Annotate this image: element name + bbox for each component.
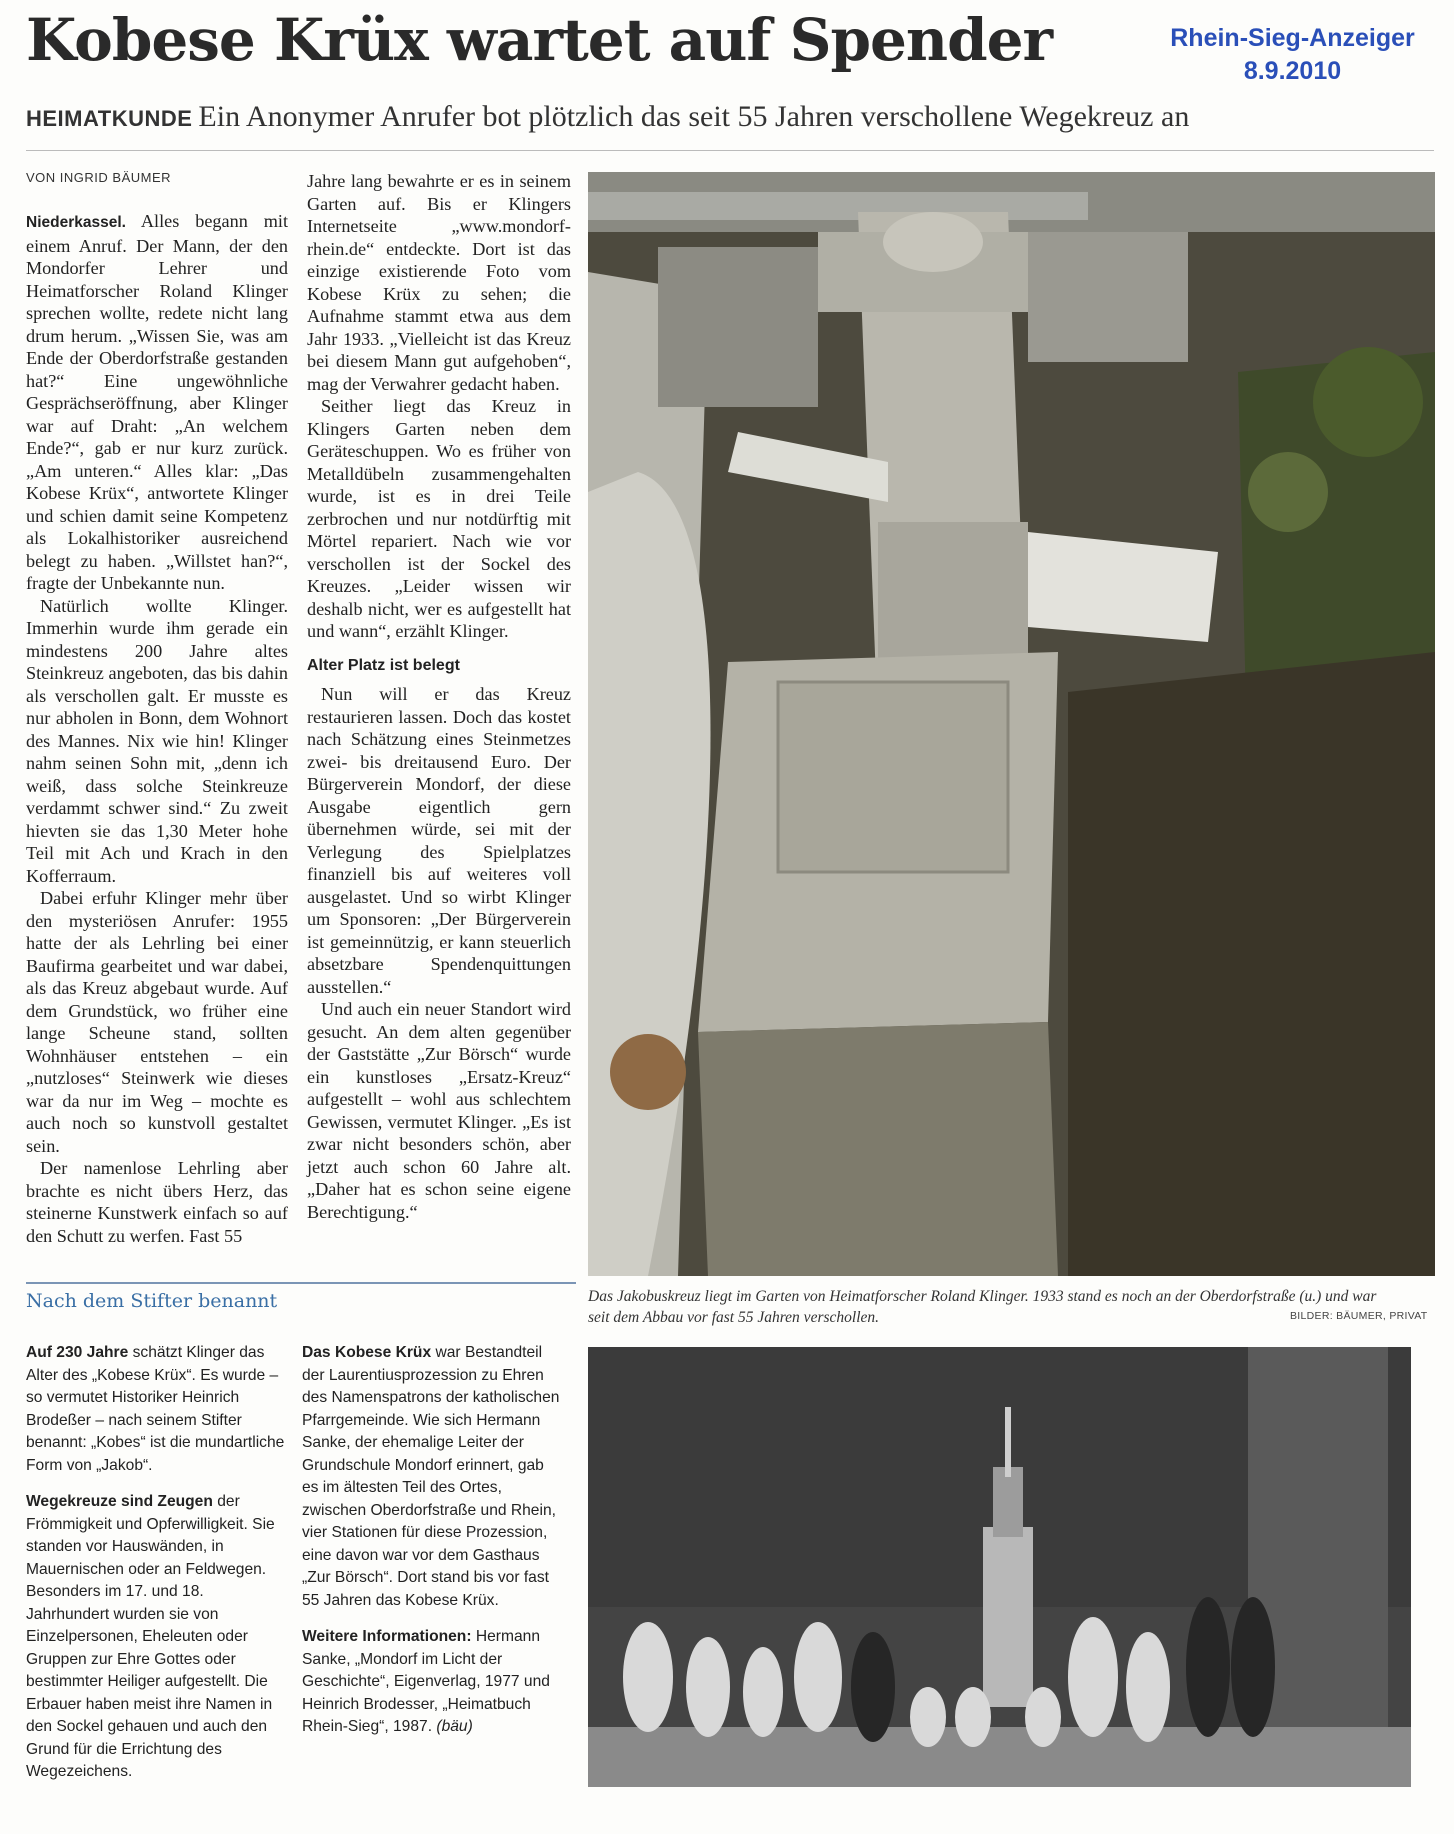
infobox-paragraph: Wegekreuze sind Zeugen der Frömmigkeit und Opferwilligkeit. Sie standen vor Hauswänden, in Mauernischen oder an Feldwegen. Besonders im 17. und 18. Jahrhundert wurden sie von Einzelpersonen, Eheleuten oder Gruppen zur Ehre Gottes oder bestimmter Heiliger aufgestellt. Die Erbauer haben meist ihre Namen in den Sockel gehauen und auch den Grund für die Errichtung des Wegezeichens. [26, 1493, 275, 1780]
author-initials: (bäu) [436, 1718, 473, 1735]
infobox-paragraph: Auf 230 Jahre schätzt Klinger das Alter des „Kobese Krüx“. Es wurde – so vermutet Historiker Heinrich Brodeßer – nach seinem Stifter benannt: „Kobes“ ist die mundartliche Form von „Jakob“. [26, 1344, 285, 1474]
article-column-2 [307, 170, 571, 1223]
article-subheading: Alter Platz ist belegt [307, 656, 460, 674]
article-column-1 [26, 210, 288, 1247]
subheadline [26, 100, 1189, 134]
source-label [1150, 22, 1435, 88]
article-paragraph: Der namenlose Lehrling aber brachte es nicht übers Herz, das steinerne Kunstwerk einfach so auf den Schutt zu werfen. Fast 55 [26, 1158, 288, 1246]
photo-credit: BILDER: BÄUMER, PRIVAT [1290, 1310, 1428, 1322]
article-paragraph: Nun will er das Kreuz restaurieren lassen. Doch das kostet nach Schätzung eines Steinmetzes zwei- bis dreitausend Euro. Der Bürgerverein Mondorf, der diese Ausgabe eigentlich gern übernehmen würde, sei mit der Verlegung des Spielplatzes finanziell bis auf weiteres voll ausgelastet. Und so wirbt Klinger um Sponsoren: „Der Bürgerverein ist gemeinnützig, er kann steuerlich absetzbare Spendenquittungen ausstellen.“ [307, 684, 571, 997]
header-rule [26, 150, 1434, 151]
stone-cross-illustration [588, 172, 1435, 1276]
article-paragraph: Natürlich wollte Klinger. Immerhin wurde ihm gerade ein mindestens 200 Jahre altes Steinkreuz angeboten, das bis dahin als verschollen galt. Er musste es nur abholen in Bonn, dem Wohnort des Mannes. Nix wie hin! Klinger nahm seinen Sohn mit, „denn ich weiß, dass solche Steinkreuze verdammt schwer sind.“ Zu zweit hievten sie das 1,30 Meter hohe Teil mit Ach und Krach in den Kofferraum. [26, 595, 288, 886]
article-paragraph: Dabei erfuhr Klinger mehr über den mysteriösen Anrufer: 1955 hatte der als Lehrling bei einer Baufirma gearbeitet und war dabei, als das Kreuz abgebaut wurde. Auf dem Grundstück, wo früher eine lange Scheune stand, sollten Wohnhäuser entstehen – ein „nutzloses“ Steinwerk wie dieses war da nur im Weg – mochte es auch noch so kunstvoll gestaltet sein. [26, 888, 288, 1156]
byline: VON INGRID BÄUMER [26, 170, 172, 185]
article-paragraph: Jahre lang bewahrte er es in seinem Garten auf. Bis er Klingers Internetseite „www.mondorf-rhein.de“ entdeckte. Dort ist das einzige existierende Foto vom Kobese Krüx zu sehen; die Aufnahme stammt etwa aus dem Jahr 1933. „Vielleicht ist das Kreuz bei diesem Mann gut aufgehoben“, mag der Verwahrer gedacht haben. [307, 171, 571, 394]
source-paper: Rhein-Sieg-Anzeiger [1170, 24, 1415, 52]
dateline: Niederkassel. [26, 214, 126, 231]
historic-photo-1933 [588, 1347, 1411, 1787]
infobox-column-1 [26, 1342, 288, 1798]
infobox-column-2 [302, 1342, 564, 1753]
subhead-kicker: HEIMATKUNDE [26, 106, 193, 131]
photo-caption: Das Jakobuskreuz liegt im Garten von Heimatforscher Roland Klinger. 1933 stand es noch an der Oberdorfstraße (u.) und war seit dem Abbau vor fast 55 Jahren verschollen. [588, 1288, 1377, 1326]
infobox-title: Nach dem Stifter benannt [26, 1282, 576, 1312]
subhead-text: Ein Anonymer Anrufer bot plötzlich das seit 55 Jahren verschollene Wegekreuz an [198, 100, 1190, 133]
infobox-paragraph: Weitere Informationen: Hermann Sanke, „Mondorf im Licht der Geschichte“, Eigenverlag, 1977 und Heinrich Brodesser, „Heimatbuch Rhein-Sieg“, 1987. (bäu) [302, 1628, 550, 1735]
historic-group-illustration [588, 1347, 1411, 1787]
infobox-paragraph: Das Kobese Krüx war Bestandteil der Laurentiusprozession zu Ehren des Namenspatrons der katholischen Pfarrgemeinde. Wie sich Hermann Sanke, der ehemalige Leiter der Grundschule Mondorf erinnert, gab es im ältesten Teil des Ortes, zwischen Oberdorfstraße und Rhein, vier Stationen für diese Prozession, eine davon war vor dem Gasthaus „Zur Börsch“. Dort stand bis vor fast 55 Jahren das Kobese Krüx. [302, 1344, 560, 1609]
headline: Kobese Krüx wartet auf Spender [26, 6, 1053, 74]
source-date: 8.9.2010 [1243, 57, 1342, 85]
stone-cross-photo [588, 172, 1435, 1276]
article-paragraph: Seither liegt das Kreuz in Klingers Garten neben dem Geräteschuppen. Wo es früher von Metalldübeln zusammengehalten wurde, ist es in drei Teile zerbrochen und nur notdürftig mit Mörtel repariert. Nach wie vor verschollen ist der Sockel des Kreuzes. „Leider wissen wir deshalb nicht, wer es aufgestellt hat und wann“, erzählt Klinger. [307, 396, 571, 641]
article-paragraph: Niederkassel. Alles begann mit einem Anruf. Der Mann, der den Mondorfer Lehrer und Heimatforscher Roland Klinger sprechen wollte, redete nicht lang drum herum. „Wissen Sie, was am Ende der Oberdorfstraße gestanden hat?“ Eine ungewöhnliche Gesprächseröffnung, aber Klinger war auf Draht: „An welchem Ende?“, gab er nur kurz zurück. „Am unteren.“ Alles klar: „Das Kobese Krüx“, antwortete Klinger und schien damit seine Kompetenz als Lokalhistoriker ausreichend belegt zu haben. „Willstet han?“, fragte der Unbekannte nun. [26, 211, 288, 593]
article-paragraph: Und auch ein neuer Standort wird gesucht. An dem alten gegenüber der Gaststätte „Zur Börsch“ wurde ein kunstloses „Ersatz-Kreuz“ aufgestellt – wohl aus schlechtem Gewissen, vermutet Klinger. „Es ist zwar nicht besonders schön, aber jetzt auch schon 60 Jahre alt. „Daher hat es schon seine eigene Berechtigung.“ [307, 999, 571, 1222]
